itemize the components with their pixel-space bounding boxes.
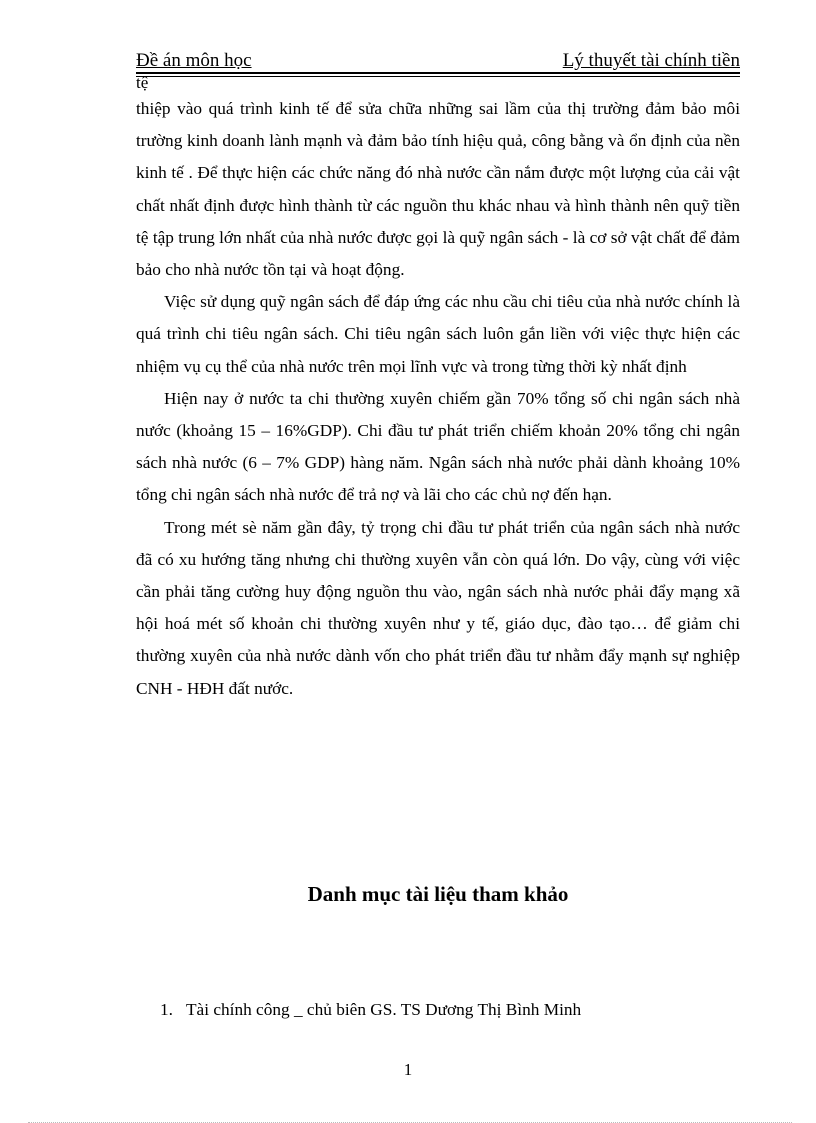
paragraph: Hiện nay ở nước ta chi thường xuyên chiếm gần 70% tổng số chi ngân sách nhà nước (khoảng 15 – 16%GDP). Chi đầu tư phát triển chiếm khoản 20% tổng chi ngân sách nhà nước (6 – 7% GDP) hàng năm. Ngân sách nhà nước phải dành khoảng 10% tổng chi ngân sách nhà nước để trả nợ và lãi cho các chủ nợ đến hạn.	[136, 388, 740, 505]
references-list	[160, 1000, 581, 1020]
references-title: Danh mục tài liệu tham khảo	[307, 882, 569, 906]
paragraph-continued: thiệp vào quá trình kinh tế để sửa chữa những sai lầm của thị trường đảm bảo môi trường kinh doanh lành mạnh và đảm bảo tính hiệu quả, công bằng và ổn định của nền kinh tế . Để thực hiện các chức năng đó nhà nước cần nắm được một lượng của cải vật chất nhất định được hình thành từ các nguồn thu khác nhau và hình thành nên quỹ tiền tệ tập trung lớn nhất của nhà nước được gọi là quỹ ngân sách - là cơ sở vật chất để đảm bảo cho nhà nước tồn tại và hoạt động.	[136, 99, 740, 280]
body-text	[136, 93, 740, 705]
paragraph: Trong mét sè năm gần đây, tỷ trọng chi đầu tư phát triển của ngân sách nhà nước đã có xu hướng tăng nhưng chi thường xuyên vẫn còn quá lớn. Do vậy, cùng với việc cần phải tăng cường huy động nguồn thu vào, ngân sách nhà nước phải đẩy mạng xã hội hoá mét số khoản chi thường xuyên như y tế, giáo dục, đào tạo… để giảm chi thường xuyên của nhà nước dành vốn cho phát triển đầu tư nhằm đẩy mạnh sự nghiệp CNH - HĐH đất nước.	[136, 517, 740, 698]
header-subject-label: Lý thuyết tài chính tiền	[562, 50, 740, 71]
reference-item	[160, 1000, 581, 1020]
paragraph: Việc sử dụng quỹ ngân sách để đáp ứng các nhu cầu chi tiêu của nhà nước chính là quá trình chi tiêu ngân sách. Chi tiêu ngân sách luôn gắn liền với việc thực hiện các nhiệm vụ cụ thể của nhà nước trên mọi lĩnh vực và trong từng thời kỳ nhất định	[136, 292, 740, 376]
page-header	[136, 48, 740, 74]
reference-text: Tài chính công _ chủ biên GS. TS Dương Thị Bình Minh	[186, 1000, 582, 1019]
header-subject-wrap: tệ	[136, 73, 149, 92]
reference-number: 1.	[160, 1000, 173, 1019]
page-number: 1	[403, 1060, 413, 1079]
header-course-label: Đề án môn học	[136, 50, 252, 71]
